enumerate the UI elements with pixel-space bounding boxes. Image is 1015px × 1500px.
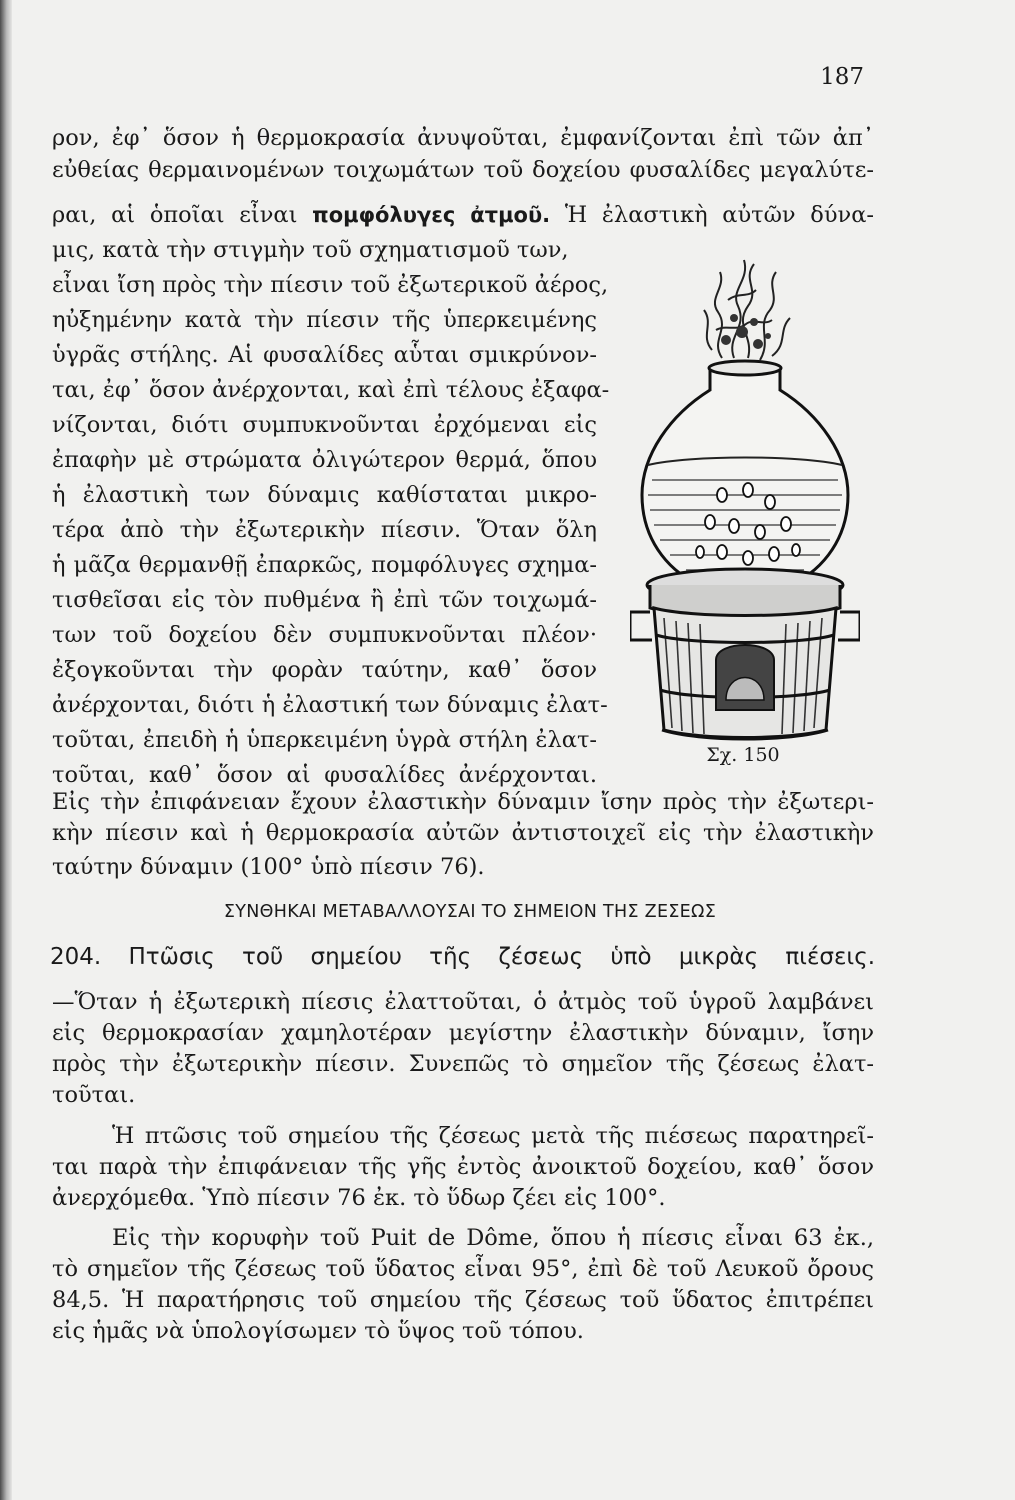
text-line: Εἰς τὴν ἐπιφάνειαν ἔχουν ἐλαστικὴν δύναμιν ἴσην πρὸς τὴν ἐξωτερι-: [52, 789, 874, 815]
text-line: 84,5. Ἡ παρατήρησις τοῦ σημείου τῆς ζέσεως τοῦ ὕδατος ἐπιτρέπει: [52, 1287, 874, 1313]
text-line: ἀνερχόμεθα. Ὑπὸ πίεσιν 76 ἐκ. τὸ ὕδωρ ζέει εἰς 100°.: [52, 1185, 666, 1211]
text-line: τισθεῖσαι εἰς τὸν πυθμένα ἢ ἐπὶ τῶν τοιχωμά-: [52, 587, 597, 613]
text-line: ἡ ἐλαστικὴ των δύναμις καθίσταται μικρο-: [52, 482, 597, 508]
text-line: —Ὅταν ἡ ἐξωτερικὴ πίεσις ἐλαττοῦται, ὁ ἀτμὸς τοῦ ὑγροῦ λαμβάνει: [52, 989, 874, 1015]
text-line: των τοῦ δοχείου δὲν συμπυκνοῦνται πλέον·: [52, 622, 597, 648]
emphasized-term: πομφόλυγες ἀτμοῦ.: [312, 203, 551, 227]
text-line: εἰς θερμοκρασίαν χαμηλοτέραν μεγίστην ἐλαστικὴν δύναμιν, ἴσην: [52, 1020, 874, 1046]
text-line: τέρα ἀπὸ τὴν ἐξωτερικὴν πίεσιν. Ὅταν ὅλη: [52, 517, 597, 543]
text-line: ἀνέρχονται, διότι ἡ ἐλαστική των δύναμις ἐλατ-: [52, 692, 608, 718]
text-line: Ἡ πτῶσις τοῦ σημείου τῆς ζέσεως μετὰ τῆς πιέσεως παρατηρεῖ-: [112, 1123, 874, 1149]
text-line: ἐπαφὴν μὲ στρώματα ὀλιγώτερον θερμά, ὅπου: [52, 447, 597, 473]
text-line: ταύτην δύναμιν (100° ὑπὸ πίεσιν 76).: [52, 854, 485, 880]
text-line: τοῦται, καθ᾽ ὅσον αἱ φυσαλίδες ἀνέρχονται.: [52, 762, 597, 788]
text-line: μις, κατὰ τὴν στιγμὴν τοῦ σχηματισμοῦ των,: [52, 237, 569, 263]
text-line: ὑγρᾶς στήλης. Αἱ φυσαλίδες αὗται σμικρύνον-: [52, 342, 597, 368]
text-line: τὸ σημεῖον τῆς ζέσεως τοῦ ὕδατος εἶναι 95°, ἐπὶ δὲ τοῦ Λευκοῦ ὄρους: [52, 1256, 874, 1282]
section-heading: ΣΥΝΘΗΚΑΙ ΜΕΤΑΒΑΛΛΟΥΣΑΙ ΤΟ ΣΗΜΕΙΟΝ ΤΗΣ ΖΕΣΕΩΣ: [223, 902, 717, 922]
boiling-flask-illustration: [630, 240, 860, 745]
text-line: Εἰς τὴν κορυφὴν τοῦ Puit de Dôme, ὅπου ἡ πίεσις εἶναι 63 ἐκ.,: [112, 1225, 874, 1251]
figure-caption: Σχ. 150: [706, 744, 780, 766]
text-line: ραι, αἱ ὁποῖαι εἶναι πομφόλυγες ἀτμοῦ. Ἡ ἐλαστικὴ αὐτῶν δύνα-: [52, 202, 875, 228]
text-line: εὐθείας θερμαινομένων τοιχωμάτων τοῦ δοχείου φυσαλίδες μεγαλύτε-: [52, 157, 874, 183]
section-title: 204. Πτῶσις τοῦ σημείου τῆς ζέσεως ὑπὸ μικρὰς πιέσεις.: [50, 944, 875, 970]
text-line: τοῦται.: [52, 1082, 136, 1108]
text-line: νίζονται, διότι συμπυκνοῦνται ἐρχόμεναι εἰς: [52, 412, 597, 438]
text-line: κὴν πίεσιν καὶ ἡ θερμοκρασία αὐτῶν ἀντιστοιχεῖ εἰς τὴν ἐλαστικὴν: [52, 820, 874, 846]
text-line: εἰς ἡμᾶς νὰ ὑπολογίσωμεν τὸ ὕψος τοῦ τόπου.: [52, 1318, 584, 1344]
text-line: εἶναι ἴση πρὸς τὴν πίεσιν τοῦ ἐξωτερικοῦ ἀέρος,: [52, 272, 609, 298]
text-line: ται παρὰ τὴν ἐπιφάνειαν τῆς γῆς ἐντὸς ἀνοικτοῦ δοχείου, καθ᾽ ὅσον: [52, 1154, 874, 1180]
text-line: ἐξογκοῦνται τὴν φορὰν ταύτην, καθ᾽ ὅσον: [52, 657, 597, 683]
steam-plume: [704, 260, 790, 360]
text-line: ἡ μᾶζα θερμανθῇ ἐπαρκῶς, πομφόλυγες σχημα-: [52, 552, 597, 578]
text-line: ηὐξημένην κατὰ τὴν πίεσιν τῆς ὑπερκειμένης: [52, 307, 597, 333]
text-line: τοῦται, ἐπειδὴ ἡ ὑπερκειμένη ὑγρὰ στήλη ἐλατ-: [52, 727, 597, 753]
text-line: ται, ἐφ᾽ ὅσον ἀνέρχονται, καὶ ἐπὶ τέλους ἐξαφα-: [52, 377, 610, 403]
text-line: πρὸς τὴν ἐξωτερικὴν πίεσιν. Συνεπῶς τὸ σημεῖον τῆς ζέσεως ἐλατ-: [52, 1051, 874, 1077]
page-number: 187: [820, 64, 864, 90]
page-gutter-shadow: [0, 0, 12, 1500]
text-line: ρον, ἐφ᾽ ὅσον ἡ θερμοκρασία ἀνυψοῦται, ἐμφανίζονται ἐπὶ τῶν ἀπ᾽: [52, 125, 874, 151]
